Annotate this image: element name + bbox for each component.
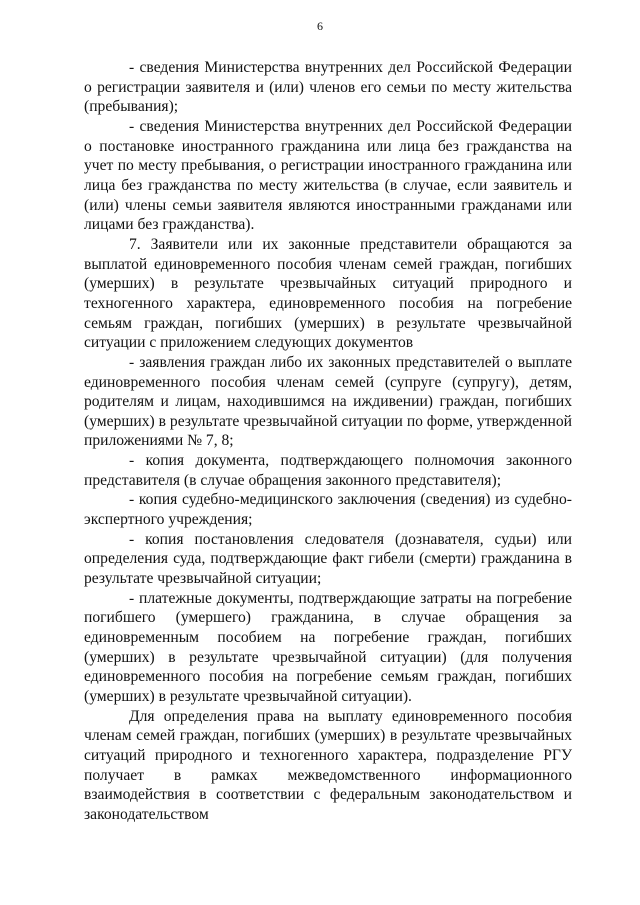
page-number: 6 bbox=[317, 19, 323, 33]
paragraph-investigator-copy: - копия постановления следователя (дознавателя, судьи) или определения суда, подтверждающие факт гибели (смерти) гражданина в результате чрезвычайной ситуации; bbox=[84, 530, 572, 588]
paragraph-application: - заявления граждан либо их законных представителей о выплате единовременного пособия членам семей (супруге (супругу), детям, родителям и лицам, находившимся на иждивении) граждан, погибших (умерших) в результате чрезвычайной ситуации по форме, утвержденной приложениями № 7, 8; bbox=[84, 353, 572, 450]
paragraph-item-7: 7. Заявители или их законные представители обращаются за выплатой единовременного пособия членам семей граждан, погибших (умерших) в результате чрезвычайных ситуаций природного и техногенного характера, единовременного пособия на погребение семьям граждан, погибших (умерших) в результате чрезвычайной ситуации с приложением следующих документов bbox=[84, 235, 572, 352]
paragraph-eligibility: Для определения права на выплату единовременного пособия членам семей граждан, погибших (умерших) в результате чрезвычайных ситуаций природного и техногенного характера, подразделение РГУ получает в рамках межведомственного информационного взаимодействия в соответствии с федеральным законодательством и законодательством bbox=[84, 707, 572, 823]
paragraph-mvd-registration: - сведения Министерства внутренних дел Российской Федерации о регистрации заявителя и (или) членов его семьи по месту жительства (пребывания); bbox=[84, 59, 572, 116]
paragraph-representative-copy: - копия документа, подтверждающего полномочия законного представителя (в случае обращения законного представителя); bbox=[84, 452, 572, 489]
paragraph-payment-documents: - платежные документы, подтверждающие затраты на погребение погибшего (умершего) гражданина, в случае обращения за единовременным пособием на погребение граждан, погибших (умерших) в результате чрезвычайной ситуации) (для получения единовременного пособия на погребение семьям граждан, погибших (умерших) в результате чрезвычайной ситуации). bbox=[84, 589, 572, 705]
document-body bbox=[84, 58, 572, 825]
paragraph-forensic-copy: - копия судебно-медицинского заключения (сведения) из судебно-экспертного учреждения; bbox=[84, 491, 572, 529]
paragraph-mvd-foreign-citizen: - сведения Министерства внутренних дел Российской Федерации о постановке иностранного гражданина или лица без гражданства на учет по месту пребывания, о регистрации иностранного гражданина или лица без гражданства по месту жительства (в случае, если заявитель и (или) члены семьи заявителя являются иностранными гражданами или лицами без гражданства). bbox=[84, 117, 572, 234]
